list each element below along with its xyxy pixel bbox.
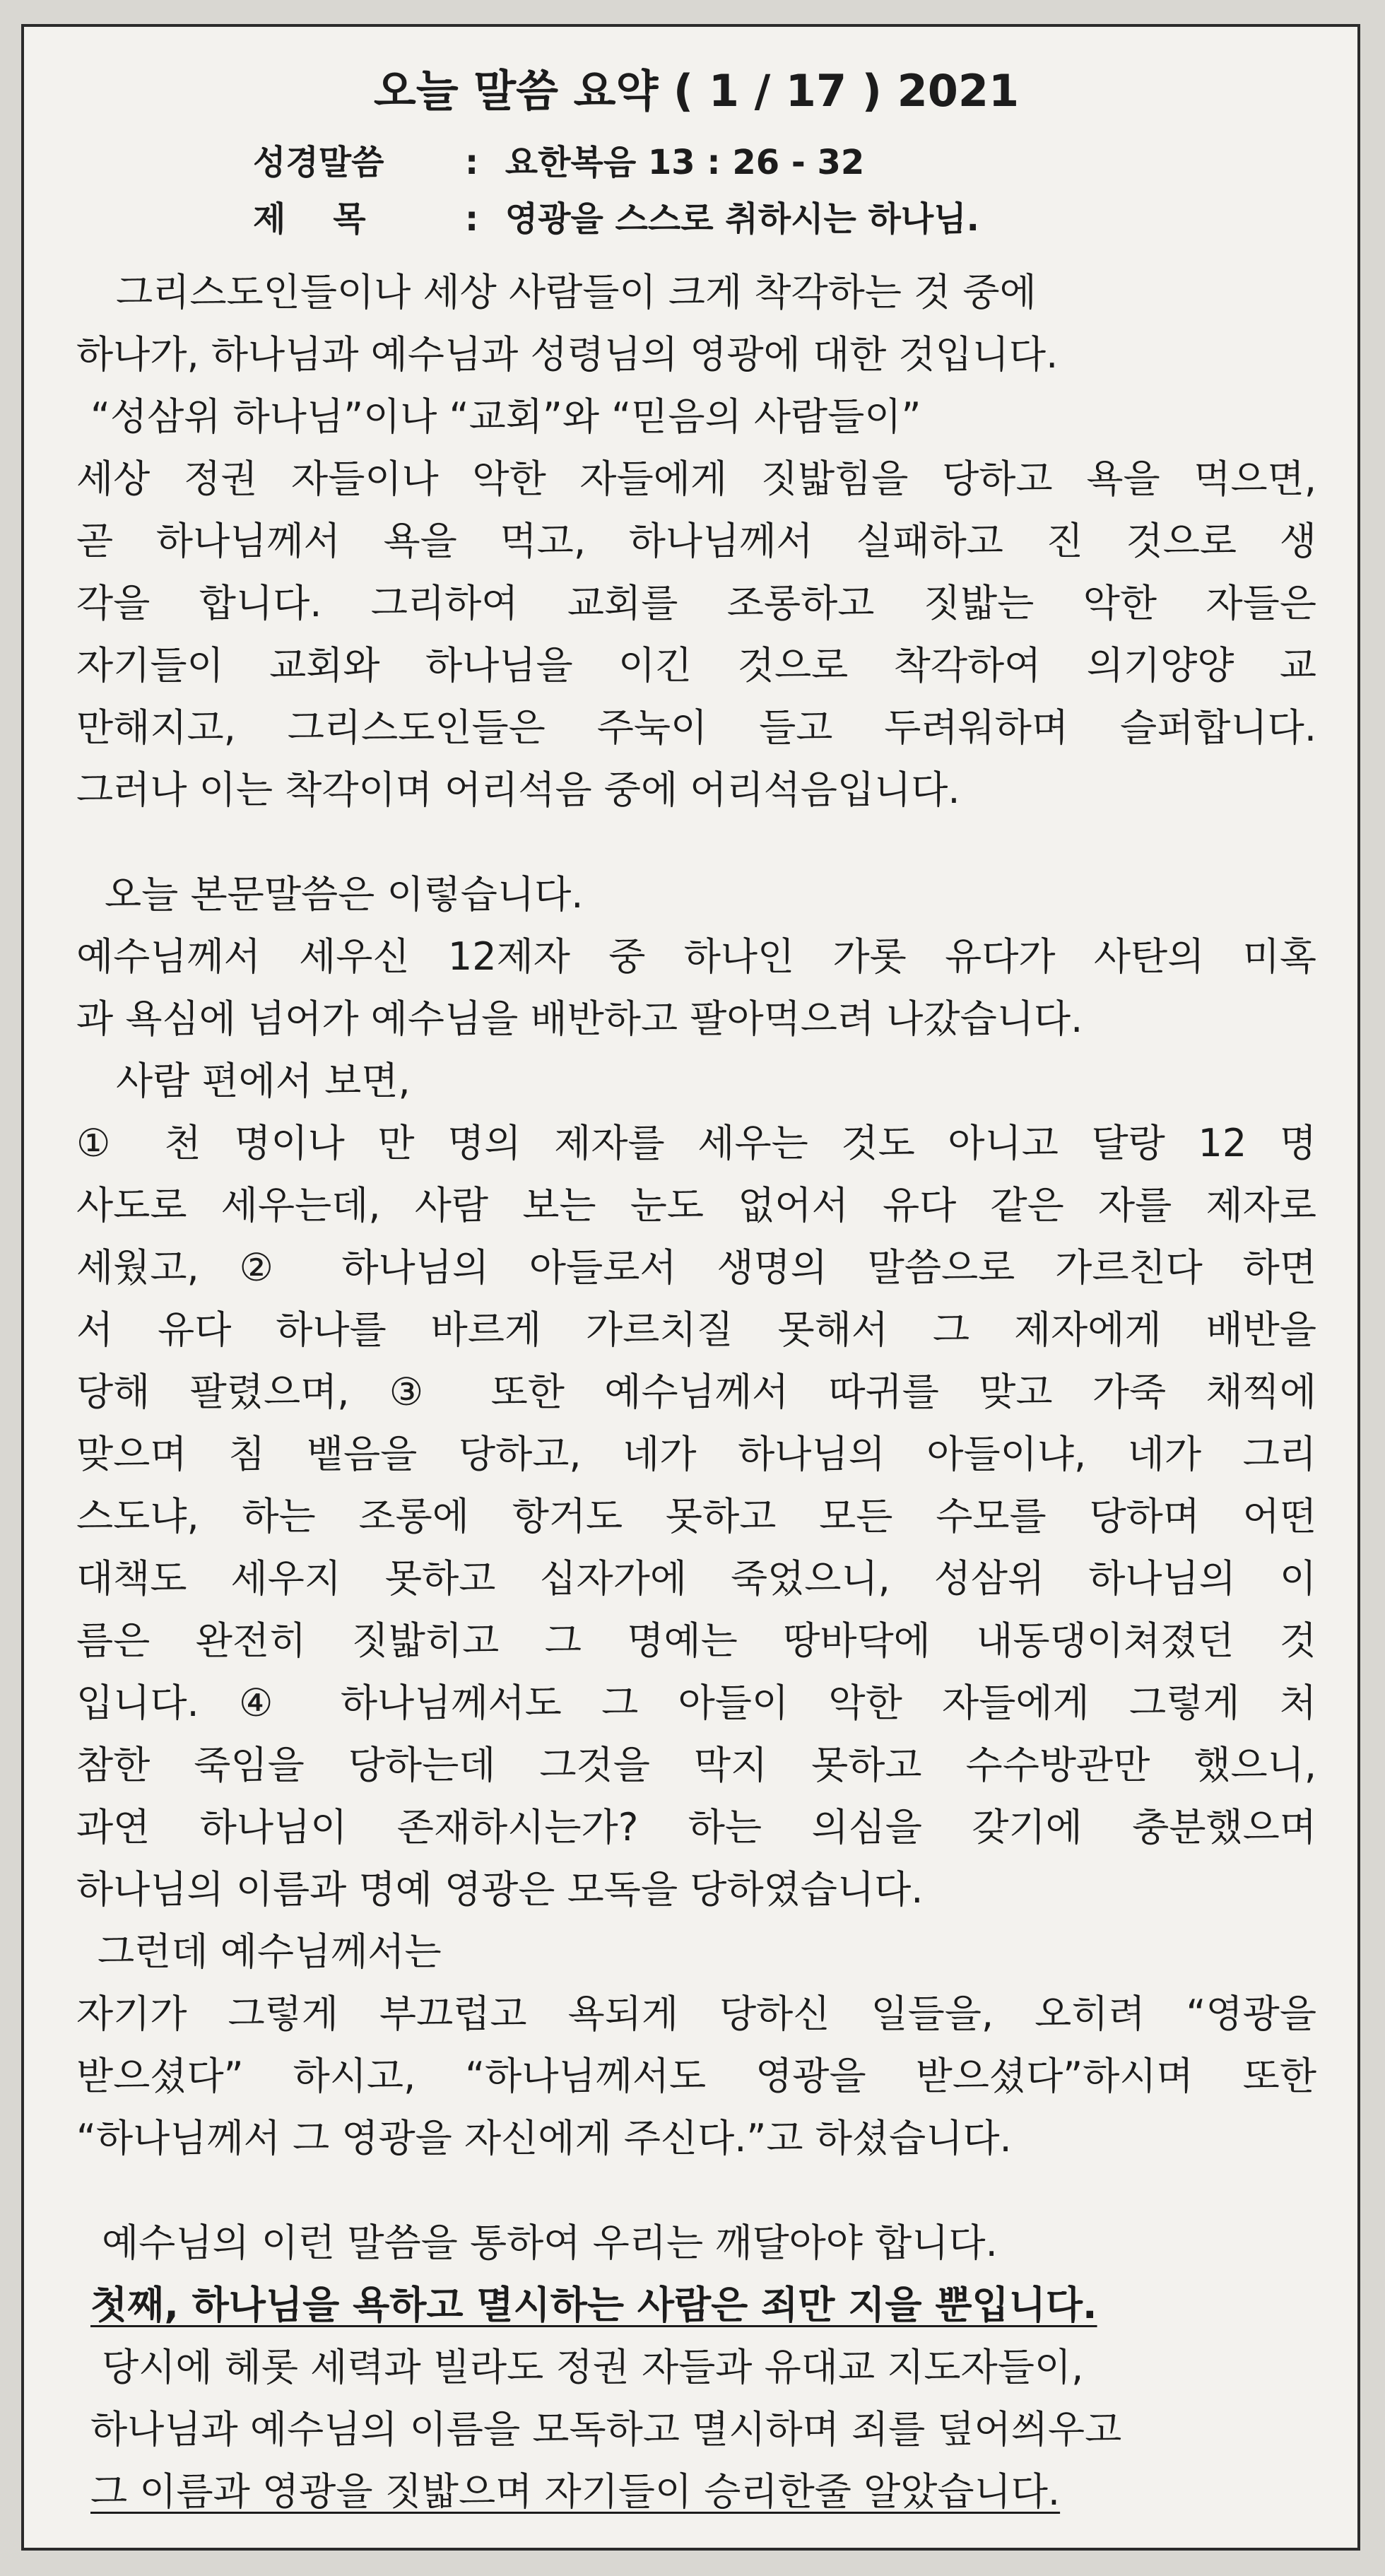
sermon-body — [76, 261, 1316, 2523]
text-line: 입니다. ④ 하나님께서도 그 아들이 악한 자들에게 그렇게 처 — [76, 1681, 1316, 1725]
text-line: 오늘 본문말씀은 이렇습니다. — [105, 872, 584, 917]
text-line: 각을 합니다. 그리하여 교회를 조롱하고 짓밟는 악한 자들은 — [76, 581, 1316, 625]
text-line: 그리스도인들이나 세상 사람들이 크게 착각하는 것 중에 — [116, 270, 1037, 314]
text-line: 하나님의 이름과 명예 영광은 모독을 당하였습니다. — [76, 1867, 924, 1912]
colon: : — [465, 143, 479, 182]
text-line: 하나가, 하나님과 예수님과 성령님의 영광에 대한 것입니다. — [76, 332, 1059, 377]
paragraph-gap — [76, 821, 1316, 864]
paragraph-2 — [76, 864, 1316, 2170]
scripture-value: 요한복음 13 : 26 - 32 — [505, 143, 865, 182]
text-line: 만해지고, 그리스도인들은 주눅이 들고 두려워하며 슬퍼합니다. — [76, 705, 1316, 750]
text-line: “성삼위 하나님”이나 “교회”와 “믿음의 사람들이” — [90, 394, 921, 439]
text-line: 스도냐, 하는 조롱에 항거도 못하고 모든 수모를 당하며 어떤 — [76, 1494, 1316, 1539]
colon: : — [465, 199, 479, 239]
text-line: 세상 정권 자들이나 악한 자들에게 짓밟힘을 당하고 욕을 먹으면, — [76, 457, 1316, 501]
scripture-row — [76, 134, 1316, 191]
subject-value: 영광을 스스로 취하시는 하나님. — [505, 199, 979, 239]
sermon-summary-sheet — [21, 24, 1360, 2551]
text-line: 받으셨다” 하시고, “하나님께서도 영광을 받으셨다”하시며 또한 — [76, 2054, 1316, 2098]
text-line: 예수님께서 세우신 12제자 중 하나인 가롯 유다가 사탄의 미혹 — [76, 934, 1316, 979]
text-line: 그런데 예수님께서는 — [98, 1929, 442, 1974]
text-line: 자기가 그렇게 부끄럽고 욕되게 당하신 일들을, 오히려 “영광을 — [76, 1992, 1316, 2036]
text-line: 곧 하나님께서 욕을 먹고, 하나님께서 실패하고 진 것으로 생 — [76, 519, 1316, 563]
text-line: 당해 팔렸으며, ③ 또한 예수님께서 따귀를 맞고 가죽 채찍에 — [76, 1370, 1316, 1414]
text-line: 그러나 이는 착각이며 어리석음 중에 어리석음입니다. — [76, 767, 960, 812]
text-line: 름은 완전히 짓밟히고 그 명예는 땅바닥에 내동댕이쳐졌던 것 — [76, 1618, 1316, 1663]
paragraph-gap — [76, 2170, 1316, 2212]
text-line: 서 유다 하나를 바르게 가르치질 못해서 그 제자에게 배반을 — [76, 1307, 1316, 1352]
text-line: 예수님의 이런 말씀을 통하여 우리는 깨달아야 합니다. — [102, 2221, 998, 2265]
text-line: 대책도 세우지 못하고 십자가에 죽었으니, 성삼위 하나님의 이 — [76, 1556, 1316, 1601]
text-line: ① 천 명이나 만 명의 제자를 세우는 것도 아니고 달랑 12 명 — [76, 1121, 1316, 1165]
paragraph-3 — [76, 2212, 1316, 2523]
text-line: 그 이름과 영광을 짓밟으며 자기들이 승리한줄 알았습니다. — [90, 2469, 1061, 2514]
text-line: 과 욕심에 넘어가 예수님을 배반하고 팔아먹으려 나갔습니다. — [76, 996, 1083, 1041]
scripture-label: 성경말씀 — [253, 143, 384, 182]
text-line: 참한 죽임을 당하는데 그것을 막지 못하고 수수방관만 했으니, — [76, 1743, 1316, 1787]
text-line: 당시에 헤롯 세력과 빌라도 정권 자들과 유대교 지도자들이, — [102, 2345, 1084, 2389]
text-line: 사람 편에서 보면, — [116, 1059, 411, 1103]
text-line: 세웠고, ② 하나님의 아들로서 생명의 말씀으로 가르친다 하면 — [76, 1245, 1316, 1290]
text-line: 맞으며 침 뱉음을 당하고, 네가 하나님의 아들이냐, 네가 그리 — [76, 1432, 1316, 1476]
text-line: “하나님께서 그 영광을 자신에게 주신다.”고 하셨습니다. — [76, 2116, 1012, 2160]
subject-label: 제 목 — [253, 199, 366, 239]
text-line: 과연 하나님이 존재하시는가? 하는 의심을 갖기에 충분했으며 — [76, 1805, 1316, 1849]
text-line: 자기들이 교회와 하나님을 이긴 것으로 착각하여 의기양양 교 — [76, 643, 1316, 688]
text-line: 사도로 세우는데, 사람 보는 눈도 없어서 유다 같은 자를 제자로 — [76, 1183, 1316, 1228]
subject-row — [76, 191, 1316, 247]
page-title: 오늘 말씀 요약 ( 1 / 17 ) 2021 — [373, 65, 1020, 117]
highlighted-line: 첫째, 하나님을 욕하고 멸시하는 사람은 죄만 지을 뿐입니다. — [90, 2283, 1097, 2327]
text-line: 하나님과 예수님의 이름을 모독하고 멸시하며 죄를 덮어씌우고 — [90, 2407, 1122, 2452]
paragraph-1 — [76, 261, 1316, 821]
